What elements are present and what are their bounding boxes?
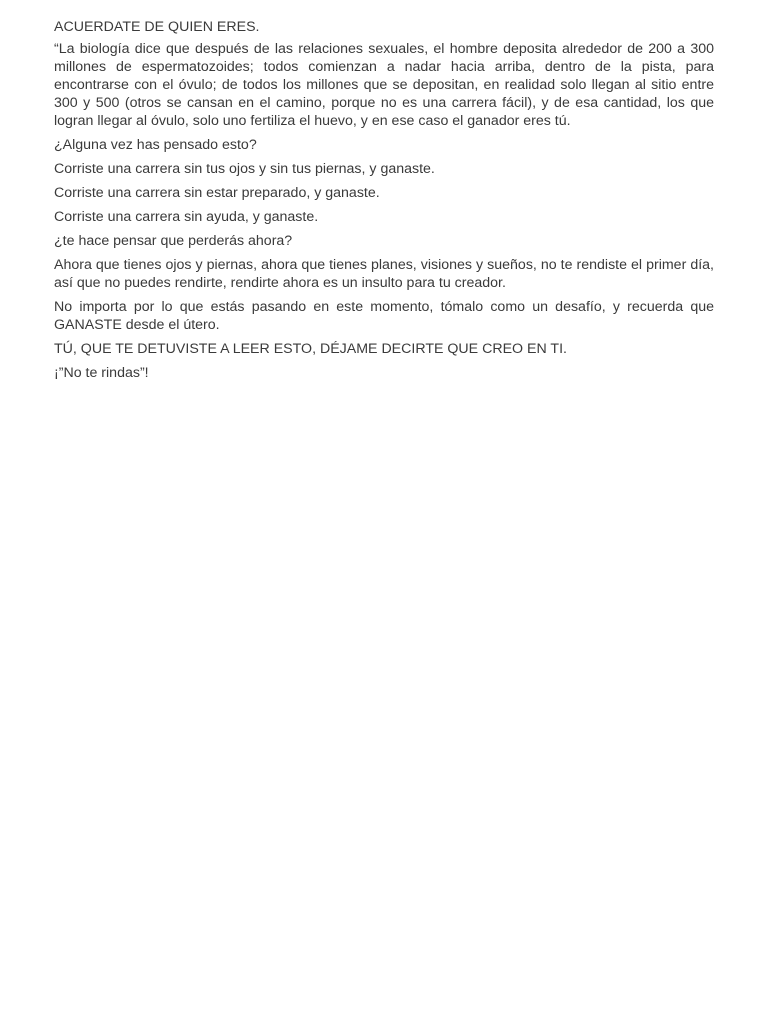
paragraph-now-you-have: Ahora que tienes ojos y piernas, ahora que tienes planes, visiones y sueños, no te rendiste el primer día, así que no puedes rendirte, rendirte ahora es un insulto para tu creador.: [54, 257, 714, 291]
paragraph-dont-give-up: ¡”No te rindas”!: [54, 365, 149, 381]
paragraph-biology: “La biología dice que después de las relaciones sexuales, el hombre deposita alrededor de 200 a 300 millones de espermatozoides; todos comienzan a nadar hacia arriba, dentro de la pista, para encontrarse con el óvulo; de todos los millones que se depositan, en realidad solo llegan al sitio entre 300 y 500 (otros se cansan en el camino, porque no es una carrera fácil), y de esa cantidad, los que logran llegar al óvulo, solo uno fertiliza el huevo, y en ese caso el ganador eres tú.: [54, 41, 714, 129]
document-body: [54, 18, 714, 388]
paragraph-question: ¿Alguna vez has pensado esto?: [54, 137, 257, 153]
document-title: ACUERDATE DE QUIEN ERES.: [54, 19, 260, 35]
paragraph-lose-now: ¿te hace pensar que perderás ahora?: [54, 233, 293, 249]
paragraph-race-unprepared: Corriste una carrera sin estar preparado, y ganaste.: [54, 185, 380, 201]
paragraph-challenge: No importa por lo que estás pasando en este momento, tómalo como un desafío, y recuerda que GANASTE desde el útero.: [54, 299, 714, 333]
paragraph-race-eyes-legs: Corriste una carrera sin tus ojos y sin tus piernas, y ganaste.: [54, 161, 435, 177]
paragraph-believe: TÚ, QUE TE DETUVISTE A LEER ESTO, DÉJAME DECIRTE QUE CREO EN TI.: [54, 341, 567, 357]
paragraph-race-no-help: Corriste una carrera sin ayuda, y ganaste.: [54, 209, 319, 225]
